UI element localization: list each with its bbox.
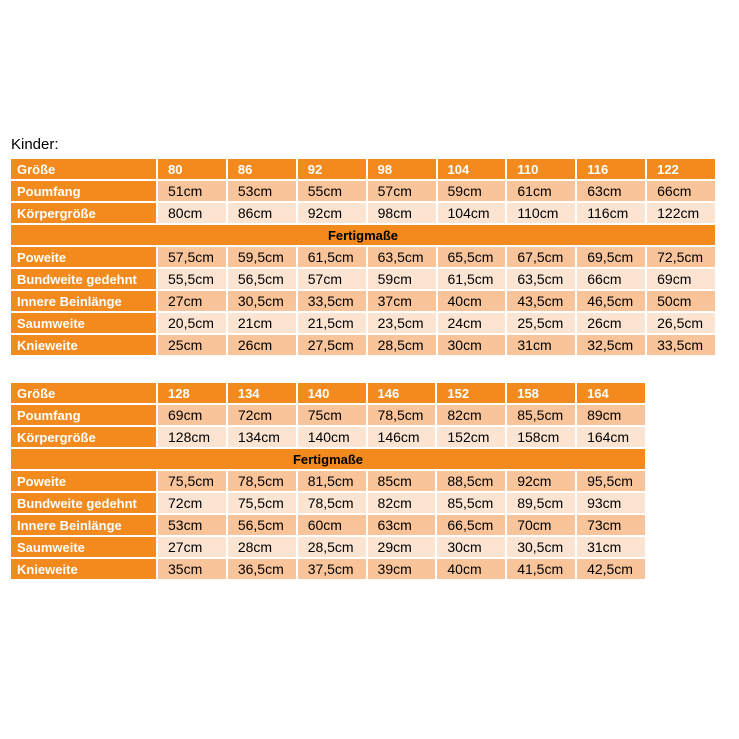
table-cell: 60cm	[298, 515, 368, 537]
table-cell: 50cm	[647, 291, 717, 313]
table-cell: 57cm	[368, 181, 438, 203]
row-label: Poumfang	[11, 405, 158, 427]
row-label: Bundweite gedehnt	[11, 269, 158, 291]
table-cell: 66cm	[577, 269, 647, 291]
table-cell: 27,5cm	[298, 335, 368, 357]
table-cell: 66,5cm	[437, 515, 507, 537]
table-cell: 104cm	[438, 203, 508, 225]
table-cell: 40cm	[437, 559, 507, 581]
table-cell: 93cm	[577, 493, 647, 515]
section-title: Fertigmaße	[11, 449, 647, 471]
table-cell: 73cm	[577, 515, 647, 537]
row-label: Poumfang	[11, 181, 158, 203]
row-label: Knieweite	[11, 559, 158, 581]
size-header-label: Größe	[11, 159, 158, 181]
table-cell: 33,5cm	[298, 291, 368, 313]
table-cell: 80cm	[158, 203, 228, 225]
table-cell: 81,5cm	[298, 471, 368, 493]
table-cell: 53cm	[228, 181, 298, 203]
table-row	[11, 335, 717, 357]
header-row	[11, 159, 717, 181]
table-cell: 63cm	[577, 181, 647, 203]
table-cell: 140cm	[298, 427, 368, 449]
header-row	[11, 383, 647, 405]
size-header-cell: 134	[228, 383, 298, 405]
table-cell: 70cm	[507, 515, 577, 537]
table-row	[11, 471, 647, 493]
table-cell: 31cm	[577, 537, 647, 559]
size-header-cell: 104	[438, 159, 508, 181]
section-title: Fertigmaße	[11, 225, 717, 247]
table-row	[11, 537, 647, 559]
table-cell: 30cm	[438, 335, 508, 357]
table-cell: 128cm	[158, 427, 228, 449]
row-label: Saumweite	[11, 537, 158, 559]
table-cell: 37,5cm	[298, 559, 368, 581]
table-cell: 63,5cm	[368, 247, 438, 269]
table-row	[11, 291, 717, 313]
table-cell: 85cm	[368, 471, 438, 493]
table-cell: 146cm	[368, 427, 438, 449]
table-cell: 51cm	[158, 181, 228, 203]
size-header-cell: 158	[507, 383, 577, 405]
table-cell: 33,5cm	[647, 335, 717, 357]
table-cell: 28cm	[228, 537, 298, 559]
table-cell: 24cm	[438, 313, 508, 335]
table-cell: 85,5cm	[507, 405, 577, 427]
table-cell: 55,5cm	[158, 269, 228, 291]
table-cell: 36,5cm	[228, 559, 298, 581]
table-cell: 63cm	[368, 515, 438, 537]
table-cell: 88,5cm	[437, 471, 507, 493]
size-header-cell: 116	[577, 159, 647, 181]
table-cell: 67,5cm	[507, 247, 577, 269]
table-cell: 152cm	[437, 427, 507, 449]
table-cell: 57cm	[298, 269, 368, 291]
table-cell: 53cm	[158, 515, 228, 537]
table-cell: 59cm	[368, 269, 438, 291]
table-cell: 21cm	[228, 313, 298, 335]
table-cell: 41,5cm	[507, 559, 577, 581]
table-cell: 27cm	[158, 291, 228, 313]
table-cell: 72cm	[158, 493, 228, 515]
table-cell: 29cm	[368, 537, 438, 559]
size-header-cell: 110	[507, 159, 577, 181]
table-cell: 72cm	[228, 405, 298, 427]
table-cell: 63,5cm	[507, 269, 577, 291]
section-row	[11, 225, 717, 247]
row-label: Innere Beinlänge	[11, 515, 158, 537]
table-row	[11, 247, 717, 269]
table-cell: 39cm	[368, 559, 438, 581]
table-row	[11, 493, 647, 515]
table-row	[11, 313, 717, 335]
table-cell: 56,5cm	[228, 269, 298, 291]
table-cell: 89cm	[577, 405, 647, 427]
table-cell: 164cm	[577, 427, 647, 449]
table-cell: 61,5cm	[298, 247, 368, 269]
table-cell: 75cm	[298, 405, 368, 427]
table-cell: 65,5cm	[438, 247, 508, 269]
table-cell: 86cm	[228, 203, 298, 225]
row-label: Bundweite gedehnt	[11, 493, 158, 515]
table-cell: 116cm	[577, 203, 647, 225]
table-cell: 35cm	[158, 559, 228, 581]
size-header-cell: 146	[368, 383, 438, 405]
table-cell: 82cm	[368, 493, 438, 515]
size-header-cell: 86	[228, 159, 298, 181]
table-cell: 28,5cm	[368, 335, 438, 357]
table-cell: 57,5cm	[158, 247, 228, 269]
table-cell: 85,5cm	[437, 493, 507, 515]
table-cell: 25cm	[158, 335, 228, 357]
table-cell: 82cm	[437, 405, 507, 427]
row-label: Poweite	[11, 471, 158, 493]
table-cell: 30cm	[437, 537, 507, 559]
table-cell: 61cm	[507, 181, 577, 203]
table-cell: 21,5cm	[298, 313, 368, 335]
size-header-cell: 92	[298, 159, 368, 181]
table-cell: 55cm	[298, 181, 368, 203]
table-cell: 89,5cm	[507, 493, 577, 515]
table-cell: 110cm	[507, 203, 577, 225]
page-caption: Kinder:	[11, 136, 59, 153]
table-cell: 158cm	[507, 427, 577, 449]
table-cell: 75,5cm	[228, 493, 298, 515]
table-row	[11, 269, 717, 291]
table-cell: 69,5cm	[577, 247, 647, 269]
size-header-cell: 152	[437, 383, 507, 405]
row-label: Innere Beinlänge	[11, 291, 158, 313]
table-cell: 32,5cm	[577, 335, 647, 357]
table-cell: 27cm	[158, 537, 228, 559]
size-table-small	[11, 159, 717, 357]
size-header-cell: 164	[577, 383, 647, 405]
table-cell: 95,5cm	[577, 471, 647, 493]
row-label: Knieweite	[11, 335, 158, 357]
table-cell: 31cm	[507, 335, 577, 357]
table-cell: 69cm	[158, 405, 228, 427]
size-header-cell: 98	[368, 159, 438, 181]
table-cell: 20,5cm	[158, 313, 228, 335]
size-header-cell: 122	[647, 159, 717, 181]
section-row	[11, 449, 647, 471]
table-cell: 61,5cm	[438, 269, 508, 291]
table-row	[11, 181, 717, 203]
table-cell: 26cm	[577, 313, 647, 335]
table-cell: 92cm	[507, 471, 577, 493]
row-label: Körpergröße	[11, 203, 158, 225]
table-cell: 75,5cm	[158, 471, 228, 493]
table-cell: 30,5cm	[228, 291, 298, 313]
table-cell: 37cm	[368, 291, 438, 313]
table-row	[11, 405, 647, 427]
table-cell: 42,5cm	[577, 559, 647, 581]
table-row	[11, 203, 717, 225]
table-cell: 78,5cm	[228, 471, 298, 493]
table-row	[11, 427, 647, 449]
table-cell: 72,5cm	[647, 247, 717, 269]
table-row	[11, 559, 647, 581]
table-cell: 40cm	[438, 291, 508, 313]
table-row	[11, 515, 647, 537]
table-cell: 25,5cm	[507, 313, 577, 335]
table-cell: 56,5cm	[228, 515, 298, 537]
table-cell: 59,5cm	[228, 247, 298, 269]
row-label: Körpergröße	[11, 427, 158, 449]
size-header-cell: 140	[298, 383, 368, 405]
row-label: Saumweite	[11, 313, 158, 335]
table-cell: 59cm	[438, 181, 508, 203]
table-cell: 26,5cm	[647, 313, 717, 335]
table-cell: 78,5cm	[368, 405, 438, 427]
table-cell: 92cm	[298, 203, 368, 225]
table-cell: 69cm	[647, 269, 717, 291]
table-cell: 122cm	[647, 203, 717, 225]
table-cell: 46,5cm	[577, 291, 647, 313]
table-cell: 134cm	[228, 427, 298, 449]
size-header-cell: 128	[158, 383, 228, 405]
table-cell: 28,5cm	[298, 537, 368, 559]
table-cell: 43,5cm	[507, 291, 577, 313]
size-header-cell: 80	[158, 159, 228, 181]
table-cell: 23,5cm	[368, 313, 438, 335]
table-cell: 66cm	[647, 181, 717, 203]
table-cell: 30,5cm	[507, 537, 577, 559]
table-cell: 26cm	[228, 335, 298, 357]
table-cell: 98cm	[368, 203, 438, 225]
table-cell: 78,5cm	[298, 493, 368, 515]
size-header-label: Größe	[11, 383, 158, 405]
row-label: Poweite	[11, 247, 158, 269]
size-table-large	[11, 383, 647, 581]
